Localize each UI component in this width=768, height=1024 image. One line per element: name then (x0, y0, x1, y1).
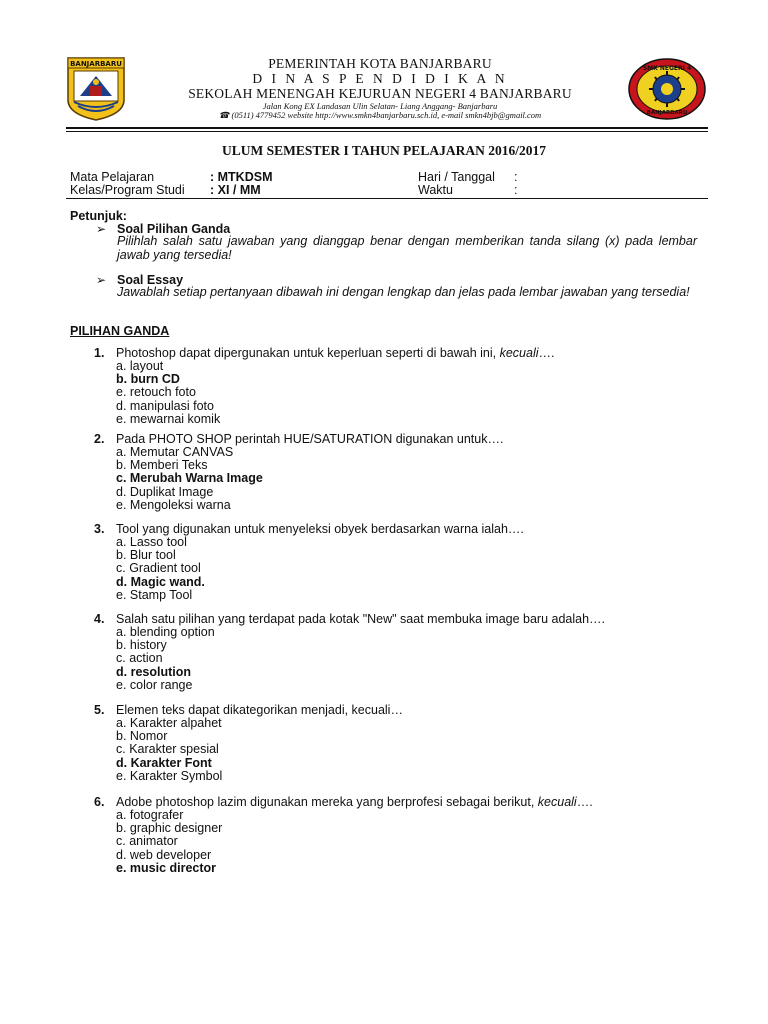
smkn4-school-logo (626, 56, 708, 122)
option-item: e. retouch foto (116, 385, 196, 400)
option-item: c. Gradient tool (116, 561, 201, 576)
class-value: : XI / MM (210, 183, 261, 197)
option-item: a. layout (116, 359, 164, 373)
question-number: 1. (94, 346, 105, 360)
option-list (116, 809, 222, 875)
time-value: : (514, 183, 518, 197)
arrow-bullet-icon: ➢ (96, 222, 107, 236)
answer-option: d. resolution (116, 664, 191, 679)
answer-option: e. music director (116, 860, 217, 875)
question-text: Salah satu pilihan yang terdapat pada kotak "New" saat membuka image baru adalah…. (116, 612, 606, 626)
banjarbaru-city-logo (66, 56, 126, 122)
question-number: 5. (94, 703, 105, 717)
option-item: c. action (116, 651, 163, 666)
date-value: : (514, 170, 518, 184)
arrow-bullet-icon: ➢ (96, 273, 107, 287)
option-item: b. history (116, 638, 167, 653)
question-number: 3. (94, 522, 105, 536)
header-divider-thick (66, 127, 708, 129)
date-label: Hari / Tanggal (418, 170, 495, 184)
option-list (116, 446, 263, 512)
answer-option: d. Magic wand. (116, 574, 205, 589)
option-item: a. Lasso tool (116, 535, 187, 549)
letterhead-government: PEMERINTAH KOTA BANJARBARU (268, 56, 492, 71)
essay-instruction-title: Soal Essay (117, 273, 184, 287)
question-text: Tool yang digunakan untuk menyeleksi obyek berdasarkan warna ialah…. (116, 522, 524, 536)
option-list (116, 360, 220, 426)
answer-option: d. Karakter Font (116, 755, 212, 770)
letterhead-address: Jalan Kong EX Landasan Ulin Selatan- Liang Anggang- Banjarbaru (262, 101, 498, 111)
header-divider-thin (66, 131, 708, 132)
question-text: Adobe photoshop lazim digunakan mereka yang berprofesi sebagai berikut, kecuali…. (116, 795, 593, 809)
option-item: c. Karakter spesial (116, 742, 219, 757)
option-list (116, 536, 205, 602)
option-item: e. Stamp Tool (116, 587, 193, 602)
option-item: e. Mengoleksi warna (116, 497, 231, 512)
section-title: PILIHAN GANDA (70, 324, 170, 338)
answer-option: b. burn CD (116, 372, 180, 387)
option-item: a. Memutar CANVAS (116, 445, 234, 459)
option-item: d. Duplikat Image (116, 484, 214, 499)
question-text: Pada PHOTO SHOP perintah HUE/SATURATION digunakan untuk…. (116, 432, 504, 446)
option-item: e. color range (116, 677, 193, 692)
option-item: a. fotografer (116, 808, 184, 822)
time-label: Waktu (418, 183, 453, 197)
question-text-emphasis: kecuali (499, 346, 539, 360)
question-text-emphasis: kecuali (537, 795, 577, 809)
info-divider (66, 198, 708, 199)
letterhead-department: D I N A S P E N D I D I K A N (252, 71, 508, 86)
subject-label: Mata Pelajaran (70, 170, 155, 184)
svg-text:SMK NEGERI 4: SMK NEGERI 4 (642, 65, 692, 72)
exam-title: ULUM SEMESTER I TAHUN PELAJARAN 2016/2017 (222, 143, 546, 158)
option-list (116, 626, 215, 692)
subject-value: : MTKDSM (210, 170, 273, 184)
svg-text:BANJARBARU: BANJARBARU (646, 110, 688, 116)
option-item: d. manipulasi foto (116, 398, 214, 413)
mc-instruction-text: Pilihlah salah satu jawaban yang dianggap benar dengan memberikan tanda silang (x) pada lembar jawab yang tersedia! (117, 234, 697, 262)
letterhead-contact: ☎ (0511) 4779452 website http://www.smkn4banjarbaru.sch.id, e-mail smkn4bjb@gmail.com (218, 110, 542, 120)
letterhead-school-name: SEKOLAH MENENGAH KEJURUAN NEGERI 4 BANJARBARU (188, 86, 572, 101)
option-item: a. Karakter alpahet (116, 716, 222, 730)
svg-text:BANJARBARU: BANJARBARU (70, 60, 122, 68)
essay-instruction-text: Jawablah setiap pertanyaan dibawah ini dengan lengkap dan jelas pada lembar jawaban yang tersedia! (117, 285, 690, 299)
option-item: b. Nomor (116, 729, 168, 744)
option-item: b. Memberi Teks (116, 458, 208, 473)
question-text: Photoshop dapat dipergunakan untuk keperluan seperti di bawah ini, kecuali…. (116, 346, 555, 360)
instructions-heading: Petunjuk: (70, 209, 127, 223)
class-label: Kelas/Program Studi (70, 183, 185, 197)
option-item: b. Blur tool (116, 548, 176, 563)
option-item: b. graphic designer (116, 821, 223, 836)
question-number: 4. (94, 612, 105, 626)
option-item: e. Karakter Symbol (116, 768, 223, 783)
option-list (116, 717, 222, 783)
mc-instruction-title: Soal Pilihan Ganda (117, 222, 231, 236)
option-item: d. web developer (116, 847, 212, 862)
question-text: Elemen teks dapat dikategorikan menjadi, kecuali… (116, 703, 403, 717)
option-item: a. blending option (116, 625, 215, 639)
question-number: 2. (94, 432, 105, 446)
option-item: e. mewarnai komik (116, 411, 221, 426)
question-number: 6. (94, 795, 105, 809)
option-item: c. animator (116, 834, 178, 849)
answer-option: c. Merubah Warna Image (116, 471, 263, 486)
